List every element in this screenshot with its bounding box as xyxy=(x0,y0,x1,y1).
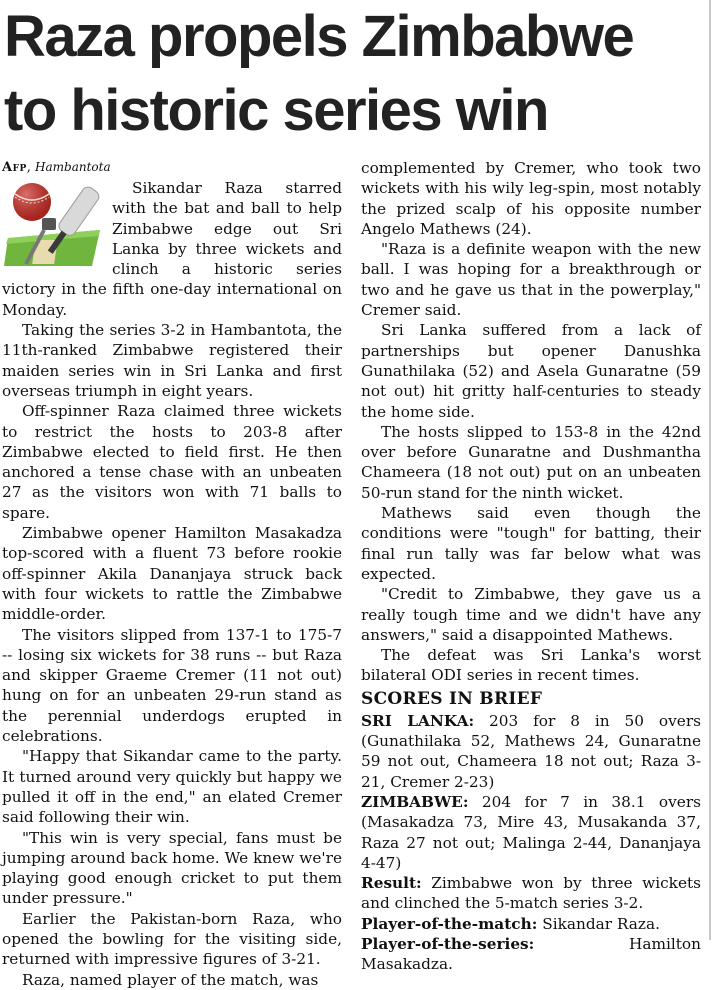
score-pom-text: Sikandar Raza. xyxy=(537,914,660,933)
paragraph: Raza, named player of the match, was xyxy=(22,970,319,989)
byline-agency: Afp xyxy=(2,160,27,175)
paragraph: Sri Lanka suffered from a lack of partnerships but opener Danushka Gunathilaka (52) and Asela Gunaratne (59 not out) hit gritty half-centuries to steady the home side. xyxy=(361,321,701,421)
scores-title: SCORES IN BRIEF xyxy=(361,688,543,709)
paragraph: The hosts slipped to 153-8 in the 42nd over before Gunaratne and Dushmantha Chameera (18 not out) put on an unbeaten 50-run stand for the ninth wicket. xyxy=(361,422,701,502)
paragraph: The visitors slipped from 137-1 to 175-7 -- losing six wickets for 38 runs -- but Raza and skipper Graeme Cremer (11 not out) hung on for an unbeaten 29-run stand as the perennial underdogs erupted in celebrations. xyxy=(2,625,342,746)
paragraph: complemented by Cremer, who took two wickets with his wily leg-spin, most notably the prized scalp of his opposite number Angelo Mathews (24). xyxy=(361,159,701,238)
paragraph: Zimbabwe opener Hamilton Masakadza top-scored with a fluent 73 before rookie off-spinner Akila Dananjaya struck back with four wickets to rattle the Zimbabwe middle-order. xyxy=(2,524,342,624)
byline: Afp, Hambantota xyxy=(2,160,111,175)
headline xyxy=(4,0,714,148)
score-zimbabwe-label: ZIMBABWE: xyxy=(361,792,469,811)
paragraph: Off-spinner Raza claimed three wickets to restrict the hosts to 203-8 after Zimbabwe elected to field first. He then anchored a tense chase with an unbeaten 27 as the visitors won with 71 balls to spare. xyxy=(2,402,342,522)
score-result-label: Result: xyxy=(361,874,422,893)
paragraph: The defeat was Sri Lanka's worst bilateral ODI series in recent times. xyxy=(361,646,701,685)
cricket-ball-bat-icon xyxy=(4,180,104,272)
score-result-text: Zimbabwe won by three wickets and clinched the 5-match series 3-2. xyxy=(361,874,701,913)
article-column-right xyxy=(361,158,701,975)
score-pos-text: Hamilton Masakadza. xyxy=(361,934,701,974)
paragraph: Taking the series 3-2 in Hambantota, the 11th-ranked Zimbabwe registered their maiden series win in Sri Lanka and first overseas triumph in eight years. xyxy=(2,321,342,400)
paragraph: "Happy that Sikandar came to the party. It turned around very quickly but happy we pulled it off in the end," an elated Cremer said following their win. xyxy=(2,747,342,827)
score-player-of-match xyxy=(361,914,701,934)
headline-line-1: Raza propels Zimbabwe xyxy=(4,4,634,69)
score-pom-label: Player-of-the-match: xyxy=(361,914,538,933)
score-zimbabwe-text: 204 for 7 in 38.1 overs (Masakadza 73, Mire 43, Musakanda 37, Raza 27 not out; Malinga 2-44, Dananjaya 4-47) xyxy=(361,792,701,872)
score-sri-lanka xyxy=(361,711,701,792)
score-result xyxy=(361,873,701,914)
score-sri-lanka-label: SRI LANKA: xyxy=(361,711,475,730)
paragraph: "Credit to Zimbabwe, they gave us a really tough time and we didn't have any answers," said a disappointed Mathews. xyxy=(361,585,701,644)
paragraph: "Raza is a definite weapon with the new ball. I was hoping for a breakthrough or two and he gave us that in the powerplay," Cremer said. xyxy=(361,240,701,320)
score-pos-label: Player-of-the-series: xyxy=(361,934,535,953)
score-zimbabwe xyxy=(361,792,701,873)
paragraph: Earlier the Pakistan-born Raza, who opened the bowling for the visiting side, returned with impressive figures of 3-21. xyxy=(2,909,342,969)
paragraph: Sikandar Raza starred with the bat and ball to help Zimbabwe edge out Sri Lanka by three wickets and clinch a historic series victory in the fifth one-day international on Monday. xyxy=(2,179,342,319)
headline-line-2: to historic series win xyxy=(4,78,548,143)
paragraph: Mathews said even though the conditions were "tough" for batting, their final run tally was far below what was expected. xyxy=(361,504,701,583)
paragraph: "This win is very special, fans must be jumping around back home. We knew we're playing good enough cricket to put them under pressure." xyxy=(2,828,342,908)
column-rule xyxy=(709,0,711,940)
article-column-left xyxy=(2,157,342,990)
score-sri-lanka-text: 203 for 8 in 50 overs (Gunathilaka 52, Mathews 24, Gunaratne 59 not out, Chameera 18 not out; Raza 3-21, Cremer 2-23) xyxy=(361,711,701,791)
score-player-of-series xyxy=(361,934,701,975)
byline-place: Hambantota xyxy=(35,160,111,174)
